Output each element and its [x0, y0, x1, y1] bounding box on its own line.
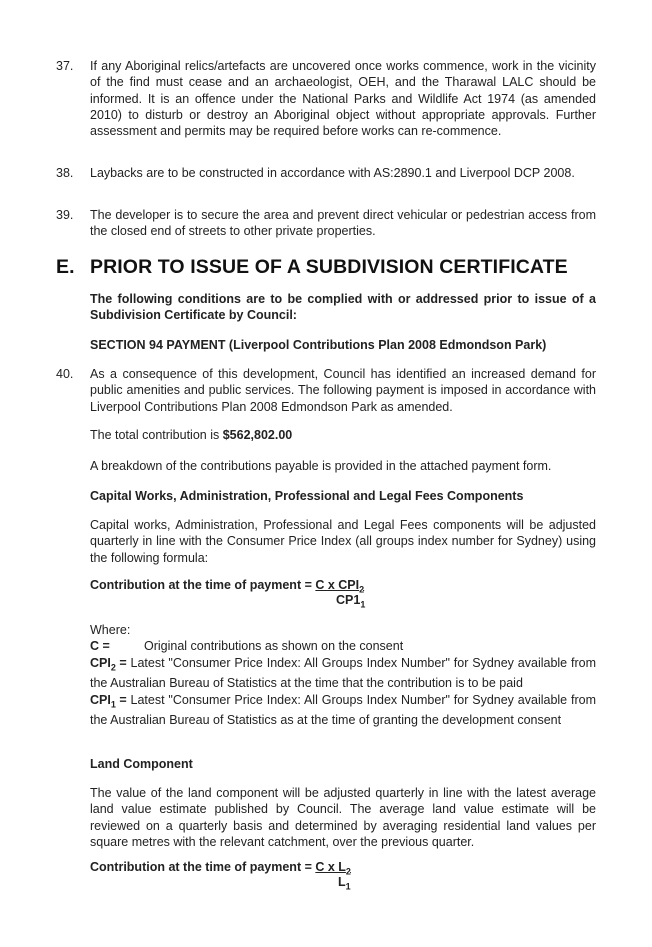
condition-number: 40. [56, 367, 74, 381]
capital-formula [90, 577, 596, 610]
numerator-text: C x CPI [315, 578, 360, 592]
formula-label: Contribution at the time of payment = [90, 578, 316, 592]
definition-text: Latest "Consumer Price Index: All Groups Index Number" for Sydney available from the Australian Bureau of Statistics at the time that the contribution is to be paid [90, 655, 596, 691]
breakdown-text: A breakdown of the contributions payable is provided in the attached payment form. [90, 459, 552, 473]
formula-numerator [315, 860, 351, 877]
definition-cpi1 [90, 692, 596, 729]
denominator-text: CP1 [336, 593, 361, 607]
land-formula [90, 859, 596, 892]
formula-denominator [336, 592, 365, 613]
s94-heading: SECTION 94 PAYMENT (Liverpool Contributions Plan 2008 Edmondson Park) [90, 338, 547, 352]
definition-label: $CPI_2$ = [90, 655, 127, 673]
formula-label: Contribution at the time of payment = [90, 860, 316, 874]
condition-number: 38. [56, 166, 74, 180]
condition-text: As a consequence of this development, Council has identified an increased demand for public amenities and public services. The following payment is imposed in accordance with Liverpool Contributions Plan 2008 Edmondson Park as amended. [90, 367, 596, 414]
total-prefix: The total contribution is [90, 428, 223, 442]
section-letter: E. [56, 256, 75, 278]
capital-heading: Capital Works, Administration, Professional and Legal Fees Components [90, 489, 524, 503]
numerator-subscript: 2 [345, 866, 351, 877]
condition-text: If any Aboriginal relics/artefacts are uncovered once works commence, work in the vicinity of the find must cease and an archaeologist, OEH, and the Tharawal LALC should be informed. It is an offence under the National Parks and Wildlife Act 1974 (as amended 2010) to disturb or destroy an Aboriginal object without appropriate approvals. Further assessment and permits may be required before works can re-commence. [90, 59, 596, 139]
section-heading [56, 255, 568, 279]
formula-denominator [338, 874, 351, 895]
definition-c [90, 638, 596, 654]
definition-label: $CPI_1$ = [90, 692, 127, 710]
definition-cpi2 [90, 655, 596, 692]
numerator-subscript: 2 [359, 584, 365, 595]
denominator-text: L [338, 875, 346, 889]
where-label: Where: [90, 623, 131, 637]
formula-numerator [315, 578, 365, 595]
formula-definitions [90, 622, 596, 729]
definition-text: Latest "Consumer Price Index: All Groups Index Number" for Sydney available from the Australian Bureau of Statistics as at the time of granting the development consent [90, 692, 596, 728]
section-intro: The following conditions are to be complied with or addressed prior to issue of a Subdivision Certificate by Council: [90, 292, 596, 323]
numerator-text: C x L [315, 860, 346, 874]
section-title: PRIOR TO ISSUE OF A SUBDIVISION CERTIFICATE [90, 256, 568, 278]
land-heading: Land Component [90, 757, 193, 771]
condition-number: 37. [56, 59, 74, 73]
land-text: The value of the land component will be adjusted quarterly in line with the latest average land value estimate published by Council. The average land value estimate will be reviewed on a quarterly basis and determined by averaging residential land values per square metres with the relevant catchment, over the previous quarter. [90, 786, 596, 849]
total-contribution [90, 427, 596, 443]
condition-text: Laybacks are to be constructed in accordance with AS:2890.1 and Liverpool DCP 2008. [90, 166, 575, 180]
condition-text: The developer is to secure the area and prevent direct vehicular or pedestrian access from the closed end of streets to other private properties. [90, 208, 596, 239]
denominator-subscript: 1 [345, 881, 351, 892]
capital-text: Capital works, Administration, Professional and Legal Fees components will be adjusted quarterly in line with the Consumer Price Index (all groups index number for Sydney) using the following formula: [90, 518, 596, 565]
definition-text: Original contributions as shown on the consent [144, 639, 404, 654]
condition-number: 39. [56, 208, 74, 222]
total-amount: $562,802.00 [222, 428, 293, 442]
denominator-subscript: 1 [360, 599, 366, 610]
definition-label: C = [90, 639, 110, 654]
